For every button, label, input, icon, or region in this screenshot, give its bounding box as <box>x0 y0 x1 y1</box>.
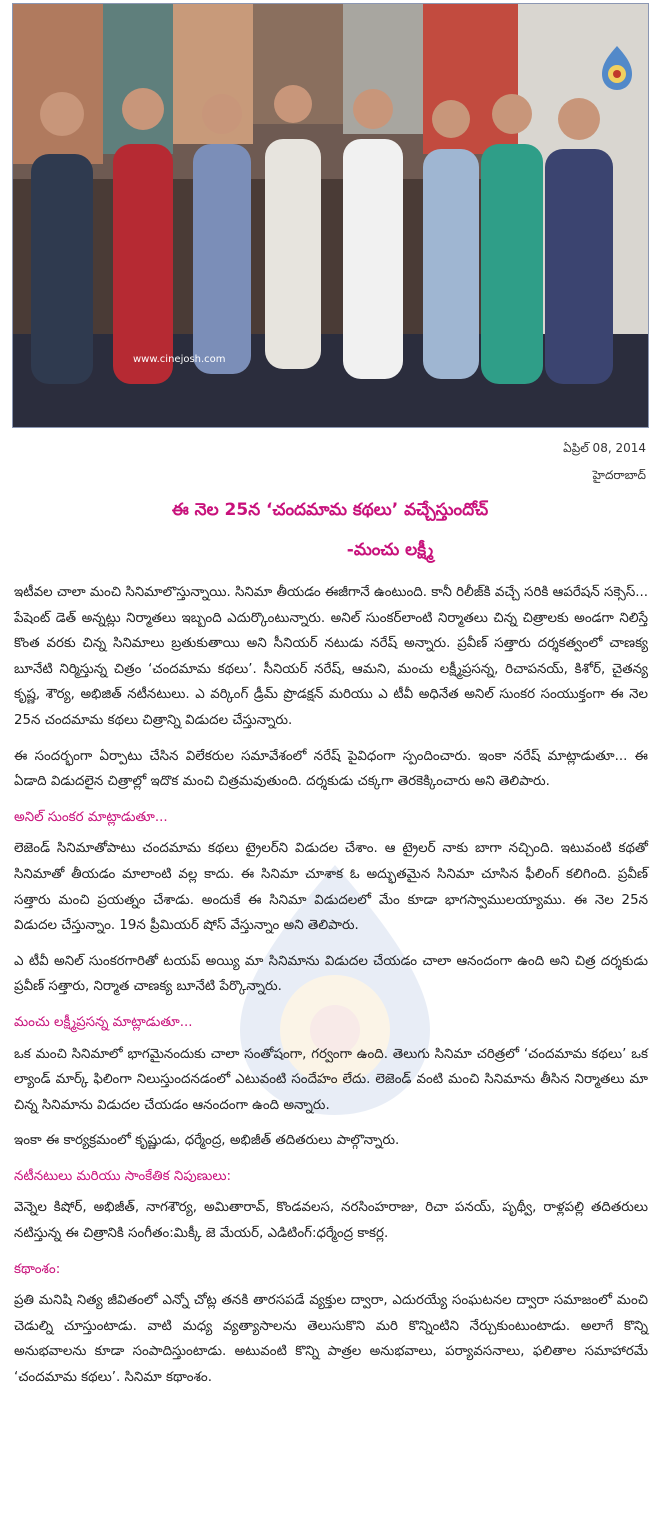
site-logo-icon <box>598 44 636 92</box>
article-paragraph: ఇంకా ఈ కార్యక్రమంలో కృష్ణుడు, ధర్మేంద్ర, అభిజీత్ తదితరులు పాల్గొన్నారు. <box>14 1133 400 1149</box>
article-paragraph: ఈ సందర్భంగా ఏర్పాటు చేసిన విలేకరుల సమావేశంలో నరేష్ పైవిధంగా స్పందించారు. ఇంకా నరేష్ మాట్లాడుతూ... ఈ ఏడాది విడుదలైన చిత్రాల్లో ఇదొక మంచి చిత్రమవుతుంది. దర్శకుడు చక్కగా తెరకెక్కించారు అని తెలిపారు. <box>14 748 648 790</box>
section-subheading: నటీనటులు మరియు సాంకేతిక నిపుణులు: <box>14 1168 231 1184</box>
headline-line-2: -మంచు లక్ష్మీ <box>346 540 434 560</box>
article-date: ఏప్రిల్ 08, 2014 <box>563 441 646 455</box>
article-location: హైదరాబాద్ <box>592 468 646 482</box>
section-subheading: కథాంశం: <box>14 1261 61 1277</box>
headline-line-1: ఈ నెల 25న ‘చందమామ కథలు’ వచ్చేస్తుందోచ్ <box>171 500 489 520</box>
article-paragraph: వెన్నెల కిషోర్, అభిజీత్, నాగశౌర్య, అమితారావ్, కొండవలస, నరసింహరాజు, రిచా పనయ్, పృథ్వీ, రాళ్లపల్లి తదితరులు నటిస్తున్న ఈ చిత్రానికి సంగీతం:మిక్కీ జె మేయర్, ఎడిటింగ్:ధర్మేంద్ర కాకర్ల. <box>14 1200 648 1242</box>
article-paragraph: ప్రతి మనిషి నిత్య జీవితంలో ఎన్నో చోట్ల తనకి తారసపడే వ్యక్తుల ద్వారా, ఎదురయ్యే సంఘటనల ద్వారా సమాజంలో మంచి చెడుల్ని చూస్తుంటాడు. వాటి మధ్య వ్యత్యాసాలను తెలుసుకొని మరి కొన్నింటిని నేర్చుకుంటుంటాడు. అలాగే కొన్ని అనుభవాలను కూడా సంపాదిస్తుంటాడు. అటువంటి కొన్ని పాత్రల అనుభవాలు, పర్యావసనాలు, ఫలితాల సమాహారమే ‘చందమామ కథలు’. సినిమా కథాంశం. <box>14 1293 648 1386</box>
section-subheading: మంచు లక్ష్మీప్రసన్న మాట్లాడుతూ... <box>14 1014 193 1030</box>
section-subheading: అనిల్ సుంకర మాట్లాడుతూ... <box>14 809 168 825</box>
article-paragraph: లెజెండ్ సినిమాతోపాటు చందమామ కథలు ట్రైలర్‌ని విడుదల చేశాం. ఆ ట్రైలర్ నాకు బాగా నచ్చింది. ఇటువంటి కథతో సినిమాతో తీయడం మాలాంటి వల్ల కాదు. ఈ సినిమా చూశాక ఓ అద్భుతమైన సినిమా చూసిన ఫీలింగ్ కలిగింది. ప్రవీణ్ సత్తారు మంచి ప్రయత్నం చేశాడు. అందుకే ఈ సినిమా విడుదలలో మేం కూడా భాగస్వాములయ్యాము. ఈ నెల 25న విడుదల చేస్తున్నాం. 19న ప్రీమియర్ షోస్ వేస్తున్నాం అని తెలిపారు. <box>14 841 648 934</box>
article-paragraph: ఇటీవల చాలా మంచి సినిమాలొస్తున్నాయి. సినిమా తీయడం ఈజీగానే ఉంటుంది. కానీ రిలీజ్‌కి వచ్చే సరికి ఆపరేషన్ సక్సెస్... పేషెంట్ డెత్ అన్నట్లు నిర్మాతలు ఇబ్బంది ఎదుర్కొంటున్నారు. అనిల్ సుంకర్‌లాంటి నిర్మాతలు చిన్న చిత్రాలకు అండగా నిలిస్తే కొంత వరకు చిన్న సినిమాలు బ్రతుకుతాయి అని సీనియర్ నటుడు నరేష్ అన్నారు. ప్రవీణ్ సత్తారు దర్శకత్వంలో చాణక్య బూనేటి నిర్మిస్తున్న చిత్రం ‘చందమామ కథలు’. సీనియర్ నరేష్, ఆమని, మంచు లక్ష్మీప్రసన్న, రిచాపనయ్, కిశోర్, చైతన్య కృష్ణ, శౌర్య, అభిజిత్ నటీనటులు. ఎ వర్కింగ్ డ్రీమ్ ప్రొడక్షన్ మరియు ఎ టీవీ అధినేత అనిల్ సుంకర సంయుక్తంగా ఈ నెల 25న చందమామ కథలు చిత్రాన్ని విడుదల చేస్తున్నారు. <box>14 585 648 728</box>
photo-watermark-text: www.cinejosh.com <box>133 354 226 365</box>
press-meet-photo <box>12 3 649 428</box>
article-paragraph: ఒక మంచి సినిమాలో భాగమైనందుకు చాలా సంతోషంగా, గర్వంగా ఉంది. తెలుగు సినిమా చరిత్రలో ‘చందమామ కథలు’ ఒక ల్యాండ్ మార్క్ ఫిలింగా నిలుస్తుందనడంలో ఎటువంటి సందేహం లేదు. లెజెండ్ వంటి మంచి సినిమాను తీసిన నిర్మాతలు మా చిన్న సినిమాను విడుదల చేయడం ఆనందంగా ఉంది అన్నారు. <box>14 1046 648 1113</box>
article-paragraph: ఎ టీవీ అనిల్ సుంకరగారితో టయప్ అయ్యి మా సినిమాను విడుదల చేయడం చాలా ఆనందంగా ఉంది అని చిత్ర దర్శకుడు ప్రవీణ్ సత్తారు, నిర్మాత చాణక్య బూనేటి పేర్కొన్నారు. <box>14 953 648 995</box>
article-body <box>14 580 648 1401</box>
